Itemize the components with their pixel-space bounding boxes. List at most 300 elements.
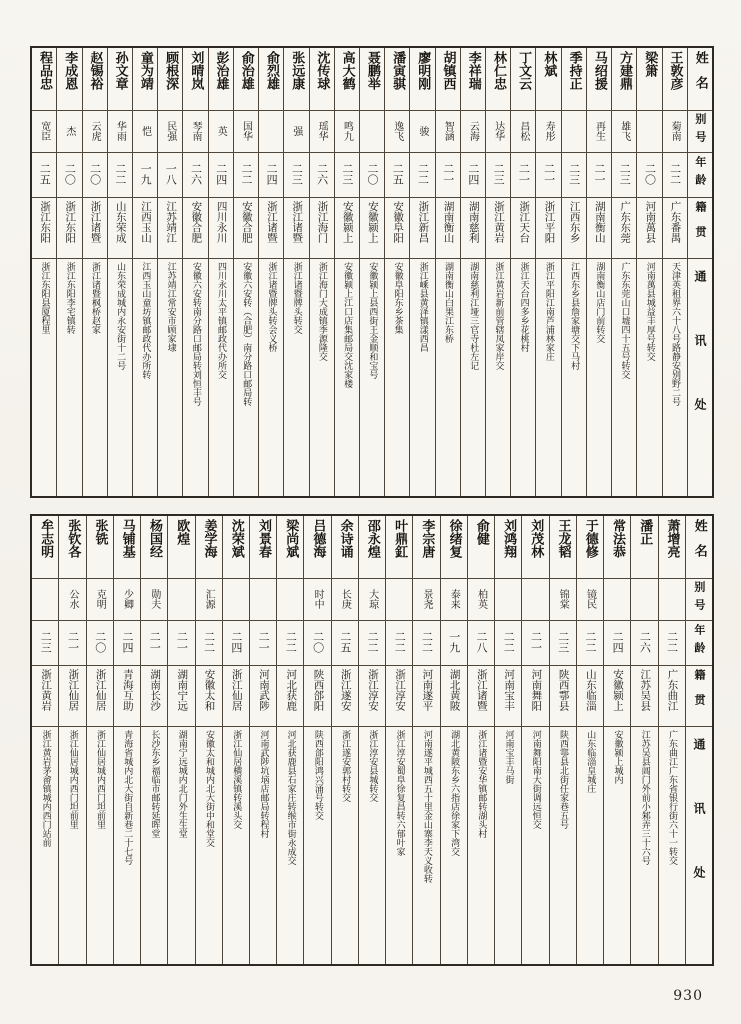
person-address-cell	[183, 258, 207, 496]
person-age-cell-text: 二二	[366, 631, 380, 653]
person-address-cell-text: 山东荣成城内永安街十二号	[115, 262, 126, 370]
person-column	[662, 48, 687, 496]
person-alias-cell-text: 寿彤	[543, 120, 555, 141]
person-age-cell	[141, 620, 167, 665]
person-age-cell	[259, 152, 283, 197]
person-age-cell	[659, 620, 685, 665]
person-address-cell	[32, 726, 58, 964]
column-header-name-text: 姓名	[691, 519, 707, 569]
person-alias-cell-text: 国华	[240, 120, 252, 141]
column-header-age-text: 年龄	[692, 624, 706, 660]
person-native-cell	[612, 197, 636, 258]
person-age-cell-text: 二三	[556, 631, 570, 653]
person-name-cell	[536, 48, 560, 110]
person-native-cell	[486, 197, 510, 258]
person-alias-cell	[386, 578, 412, 620]
person-address-cell-text: 长沙东乡福临市邮转延晖堂	[149, 730, 160, 838]
person-native-cell-text: 浙江诸暨	[475, 669, 488, 711]
person-native-cell	[57, 197, 81, 258]
person-alias-cell-text: 民强	[164, 120, 176, 141]
person-column	[586, 48, 611, 496]
person-alias-cell	[259, 110, 283, 152]
person-name-cell	[59, 516, 85, 578]
person-alias-cell-text: 长庚	[339, 588, 351, 609]
person-native-cell-text: 河南宝丰	[503, 669, 516, 711]
person-name-cell	[441, 516, 467, 578]
person-native-cell	[461, 197, 485, 258]
person-alias-cell	[612, 110, 636, 152]
person-alias-cell	[59, 578, 85, 620]
person-name-cell	[410, 48, 434, 110]
person-address-cell	[158, 258, 182, 496]
person-alias-cell-text: 达华	[492, 120, 504, 141]
person-address-cell-text: 陕西郃阳鸿兴涌号转交	[312, 730, 323, 820]
person-age-cell-text: 二三	[340, 163, 354, 185]
person-alias-cell-text: 泰来	[448, 588, 460, 609]
person-native-cell-text: 湖北黄陂	[448, 669, 461, 711]
person-address-cell-text: 浙江仙居横溪镇转溪头交	[231, 730, 242, 829]
person-name-cell-text: 梁箫	[642, 51, 658, 77]
person-alias-cell-text: 柏英	[475, 588, 487, 609]
person-address-cell	[234, 258, 258, 496]
person-name-cell	[468, 516, 494, 578]
person-name-cell	[57, 48, 81, 110]
person-address-cell	[587, 258, 611, 496]
person-name-cell	[310, 48, 334, 110]
person-column	[258, 48, 283, 496]
person-native-cell-text: 浙江仙居	[94, 669, 107, 711]
person-native-cell	[83, 197, 107, 258]
person-age-cell-text: 二一	[66, 631, 80, 653]
person-name-cell-text: 梁尚斌	[283, 519, 299, 558]
person-name-cell-text: 丁文云	[516, 51, 532, 90]
person-alias-cell-text: 少卿	[121, 588, 133, 609]
person-age-cell-text: 二五	[38, 163, 52, 185]
person-native-cell-text: 江苏靖江	[165, 201, 178, 243]
person-name-cell	[612, 48, 636, 110]
person-alias-cell	[359, 578, 385, 620]
person-alias-cell-text: 恺	[139, 125, 151, 136]
person-native-cell-text: 浙江遂安	[339, 669, 352, 711]
person-address-cell-text: 江西玉山童坊镇邮政代办所转	[140, 262, 151, 379]
person-name-cell	[562, 48, 586, 110]
person-name-cell	[284, 48, 308, 110]
person-address-cell	[410, 258, 434, 496]
person-name-cell	[108, 48, 132, 110]
person-age-cell-text: 二一	[175, 631, 189, 653]
person-column	[611, 48, 636, 496]
person-name-cell-text: 俞健	[473, 519, 489, 545]
person-native-cell	[587, 197, 611, 258]
person-native-cell-text: 广东番禺	[669, 201, 682, 243]
person-name-cell-text: 李成恩	[62, 51, 78, 90]
person-age-cell	[562, 152, 586, 197]
person-native-cell	[663, 197, 687, 258]
person-column	[331, 516, 358, 964]
person-alias-cell-text: 勋夫	[148, 588, 160, 609]
person-native-cell-text: 浙江天台	[518, 201, 531, 243]
person-address-cell-text: 江苏吴县阊门外前小邾弄三十六号	[639, 730, 650, 865]
person-address-cell	[637, 258, 661, 496]
column-header-age	[686, 620, 712, 665]
person-address-cell	[663, 258, 687, 496]
person-native-cell-text: 河南武陟	[258, 669, 270, 711]
person-name-cell	[413, 516, 439, 578]
person-native-cell	[87, 665, 113, 726]
column-header-address	[688, 258, 712, 496]
person-native-cell-text: 浙江诸暨	[89, 201, 102, 243]
person-alias-cell	[223, 578, 249, 620]
person-name-cell-text: 刘茂林	[528, 519, 544, 558]
person-age-cell-text: 二四	[229, 631, 243, 653]
person-name-cell	[87, 516, 113, 578]
person-column	[82, 48, 107, 496]
person-name-cell-text: 方建鼎	[617, 51, 633, 90]
person-address-cell	[359, 726, 385, 964]
person-native-cell	[359, 665, 385, 726]
person-native-cell	[114, 665, 140, 726]
person-address-cell	[385, 258, 409, 496]
person-native-cell	[32, 665, 58, 726]
person-name-cell-text: 邵永煌	[364, 519, 380, 558]
person-alias-cell	[562, 110, 586, 152]
person-native-cell-text: 浙江淳安	[394, 669, 407, 711]
person-age-cell-text: 二六	[638, 631, 652, 653]
person-age-cell	[304, 620, 330, 665]
person-age-cell	[631, 620, 657, 665]
person-name-cell-text: 王敦彦	[667, 51, 683, 90]
person-age-cell	[536, 152, 560, 197]
person-age-cell-text: 二一	[441, 163, 455, 185]
person-name-cell	[277, 516, 303, 578]
person-age-cell	[32, 152, 56, 197]
person-native-cell	[436, 197, 460, 258]
person-alias-cell-text: 华雨	[114, 120, 126, 141]
person-column	[535, 48, 560, 496]
person-age-cell	[441, 620, 467, 665]
person-column	[658, 516, 685, 964]
person-address-cell	[511, 258, 535, 496]
person-column	[157, 48, 182, 496]
person-alias-cell	[158, 110, 182, 152]
person-alias-cell	[468, 578, 494, 620]
person-column	[359, 48, 384, 496]
person-alias-cell	[511, 110, 535, 152]
person-native-cell-text: 安徽颍上	[366, 201, 379, 243]
person-age-cell-text: 二一	[257, 631, 271, 653]
person-address-cell	[577, 726, 603, 964]
person-name-cell	[461, 48, 485, 110]
person-native-cell-text: 陕西郃阳	[312, 669, 325, 711]
person-address-cell-text: 安徽阜阳东乡茶集	[392, 262, 403, 334]
person-address-cell-text: 湖南慈利江垭三官寺杜左记	[468, 262, 479, 370]
person-native-cell	[304, 665, 330, 726]
person-age-cell-text: 一九	[447, 631, 461, 653]
person-alias-cell	[604, 578, 630, 620]
header-column	[687, 48, 712, 496]
person-name-cell-text: 孙文章	[112, 51, 128, 90]
column-header-address-text: 通讯处	[692, 270, 707, 462]
person-alias-cell	[277, 578, 303, 620]
person-column	[249, 516, 276, 964]
person-name-cell-text: 马铺基	[119, 519, 135, 558]
person-name-cell-text: 沈荣斌	[228, 519, 244, 558]
person-address-cell-text: 安徽颍上县西街王金顺和宝号	[367, 262, 378, 379]
person-name-cell	[332, 516, 358, 578]
person-address-cell	[468, 726, 494, 964]
person-age-cell-text: 二四	[214, 163, 228, 185]
person-age-cell	[32, 620, 58, 665]
person-name-cell-text: 赵锡裕	[87, 51, 103, 90]
person-name-cell-text: 潘寅骐	[390, 51, 406, 90]
person-native-cell-text: 浙江海门	[316, 201, 329, 243]
person-alias-cell	[114, 578, 140, 620]
person-name-cell-text: 于德修	[582, 519, 598, 558]
person-address-cell	[441, 726, 467, 964]
person-alias-cell-text: 克明	[94, 588, 106, 609]
person-age-cell	[663, 152, 687, 197]
person-address-cell-text: 陕西鄠县北街任家巷五号	[558, 730, 569, 829]
person-native-cell	[536, 197, 560, 258]
person-alias-cell	[587, 110, 611, 152]
person-native-cell	[141, 665, 167, 726]
person-address-cell	[223, 726, 249, 964]
person-native-cell-text: 浙江平阳	[543, 201, 556, 243]
person-address-cell-text: 河南宝丰马街	[503, 730, 514, 784]
person-native-cell-text: 浙江黄岩	[40, 669, 53, 711]
person-age-cell-text: 二二	[202, 631, 216, 653]
person-name-cell-text: 彭治雄	[213, 51, 229, 90]
person-name-cell-text: 胡镇西	[440, 51, 456, 90]
person-name-cell	[32, 48, 56, 110]
person-address-cell-text: 安徽颍上城内	[612, 730, 623, 784]
person-address-cell-text: 浙江遂安郭村转交	[340, 730, 351, 802]
person-age-cell	[413, 620, 439, 665]
person-address-cell	[304, 726, 330, 964]
person-name-cell-text: 潘正	[637, 519, 653, 545]
person-address-cell-text: 浙江诸暨枫桥赵家	[89, 262, 100, 334]
person-alias-cell	[332, 578, 358, 620]
person-name-cell	[335, 48, 359, 110]
person-name-cell	[663, 48, 687, 110]
person-age-cell-text: 二三	[39, 631, 53, 653]
person-age-cell	[114, 620, 140, 665]
person-age-cell	[359, 620, 385, 665]
person-alias-cell	[32, 110, 56, 152]
person-name-cell-text: 牟志明	[38, 519, 54, 558]
person-alias-cell	[32, 578, 58, 620]
person-native-cell	[631, 665, 657, 726]
person-address-cell	[168, 726, 194, 964]
person-age-cell-text: 二一	[593, 163, 607, 185]
person-age-cell	[612, 152, 636, 197]
person-native-cell-text: 安徽颍上	[341, 201, 354, 243]
person-column	[32, 516, 58, 964]
person-address-cell	[57, 258, 81, 496]
person-name-cell	[250, 516, 276, 578]
person-native-cell-text: 浙江诸暨	[291, 201, 304, 243]
person-address-cell	[604, 726, 630, 964]
person-address-cell	[536, 258, 560, 496]
person-native-cell	[637, 197, 661, 258]
person-alias-cell-text: 云虎	[89, 120, 101, 141]
person-age-cell	[587, 152, 611, 197]
person-age-cell-text: 二四	[466, 163, 480, 185]
person-alias-cell-text: 英	[215, 125, 227, 136]
person-name-cell	[360, 48, 384, 110]
person-age-cell	[335, 152, 359, 197]
person-native-cell-text: 浙江淳安	[366, 669, 379, 711]
column-header-alias-text: 别号	[692, 580, 706, 617]
person-address-cell-text: 浙江仙居城内西门坦前里	[95, 730, 106, 829]
person-alias-cell	[536, 110, 560, 152]
person-alias-cell	[57, 110, 81, 152]
person-alias-cell-text: 智涵	[442, 120, 454, 141]
person-name-cell	[158, 48, 182, 110]
person-age-cell-text: 一八	[164, 163, 178, 185]
person-native-cell	[108, 197, 132, 258]
person-address-cell-text: 浙江淳安蜀阜徐复昌转六郁叶家	[394, 730, 405, 856]
person-alias-cell	[284, 110, 308, 152]
person-address-cell	[108, 258, 132, 496]
person-alias-cell	[413, 578, 439, 620]
person-address-cell	[133, 258, 157, 496]
person-alias-cell-text: 杰	[63, 125, 75, 136]
person-column	[182, 48, 207, 496]
person-name-cell	[83, 48, 107, 110]
person-native-cell	[413, 665, 439, 726]
person-alias-cell	[310, 110, 334, 152]
person-name-cell	[385, 48, 409, 110]
person-native-cell	[284, 197, 308, 258]
column-header-name	[686, 516, 712, 578]
person-age-cell-text: 二二	[502, 631, 516, 653]
person-age-cell	[168, 620, 194, 665]
person-name-cell-text: 廖明刚	[415, 51, 431, 90]
person-age-cell-text: 二〇	[311, 631, 325, 653]
person-column	[283, 48, 308, 496]
person-age-cell	[486, 152, 510, 197]
person-address-cell-text: 四川永川太平镇邮政代办所交	[216, 262, 227, 379]
person-age-cell-text: 二八	[475, 631, 488, 653]
person-column	[58, 516, 85, 964]
person-native-cell-text: 浙江诸暨	[266, 201, 279, 243]
person-name-cell-text: 李祥瑞	[465, 51, 481, 90]
person-column	[358, 516, 385, 964]
person-address-cell-text: 湖北黄陂东乡六指店徐家下湾交	[449, 730, 460, 856]
person-name-cell	[259, 48, 283, 110]
person-age-cell	[133, 152, 157, 197]
person-alias-cell	[108, 110, 132, 152]
person-alias-cell	[335, 110, 359, 152]
person-name-cell-text: 王龙韬	[555, 519, 571, 558]
person-alias-cell-text: 锦棠	[557, 588, 569, 609]
person-alias-cell	[631, 578, 657, 620]
person-address-cell-text: 浙江仙居城内西门坦前里	[67, 730, 78, 829]
person-alias-cell	[637, 110, 661, 152]
person-name-cell-text: 欧煌	[174, 519, 190, 545]
person-native-cell-text: 河南舞阳	[530, 669, 543, 711]
person-address-cell-text: 浙江诸暨牌头转会义桥	[266, 262, 277, 352]
person-name-cell-text: 刘晴岚	[188, 51, 204, 90]
person-name-cell-text: 俞烈雄	[263, 51, 279, 90]
person-address-cell-text: 浙江嵊县黄泽镇漾西昌	[417, 262, 428, 352]
column-header-address-text: 通讯处	[691, 738, 706, 930]
person-address-cell	[413, 726, 439, 964]
person-native-cell	[550, 665, 576, 726]
person-name-cell	[486, 48, 510, 110]
person-alias-cell-text: 镜民	[584, 588, 596, 609]
person-alias-cell	[410, 110, 434, 152]
person-alias-cell	[168, 578, 194, 620]
person-address-cell	[436, 258, 460, 496]
person-column	[167, 516, 194, 964]
person-name-cell-text: 张铣	[92, 519, 108, 545]
person-column	[140, 516, 167, 964]
person-age-cell-text: 二二	[393, 631, 407, 653]
person-native-cell	[522, 665, 548, 726]
person-native-cell-text: 青海互助	[121, 669, 134, 711]
person-age-cell-text: 一九	[139, 163, 153, 185]
person-address-cell	[196, 726, 222, 964]
person-age-cell-text: 二二	[420, 631, 434, 653]
person-age-cell-text: 二四	[611, 631, 625, 653]
person-name-cell	[386, 516, 412, 578]
person-column	[86, 516, 113, 964]
person-native-cell	[360, 197, 384, 258]
person-age-cell-text: 二三	[567, 163, 581, 185]
person-alias-cell-text: 菊南	[669, 120, 681, 141]
person-alias-cell	[360, 110, 384, 152]
person-alias-cell-text: 强	[290, 125, 302, 136]
person-native-cell-text: 广东东莞	[619, 201, 632, 243]
person-name-cell-text: 吕德海	[310, 519, 326, 558]
person-age-cell-text: 二六	[315, 163, 329, 185]
person-age-cell-text: 二三	[290, 163, 304, 185]
person-name-cell-text: 林斌	[541, 51, 557, 77]
person-address-cell-text: 江西东乡县詹家塘交下马村	[569, 262, 580, 370]
person-alias-cell	[486, 110, 510, 152]
person-native-cell-text: 江西玉山	[139, 201, 152, 243]
column-header-age-text: 年龄	[693, 156, 707, 192]
person-address-cell	[631, 726, 657, 964]
person-age-cell-text: 二六	[189, 163, 203, 185]
person-address-cell-text: 河南武陟坑垴店邮局转程村	[258, 730, 269, 838]
person-address-cell-text: 浙江天台四多乡花桃村	[518, 262, 529, 352]
person-native-cell	[223, 665, 249, 726]
person-column	[561, 48, 586, 496]
person-alias-cell-text: 再生	[593, 120, 605, 141]
person-native-cell	[168, 665, 194, 726]
person-name-cell-text: 杨国经	[147, 519, 163, 558]
person-alias-cell	[461, 110, 485, 152]
person-age-cell-text: 二五	[391, 163, 405, 185]
person-native-cell	[234, 197, 258, 258]
person-alias-cell	[385, 110, 409, 152]
person-address-cell	[335, 258, 359, 496]
person-address-cell-text: 安徽六安转（合肥）南分路口邮局转	[241, 262, 252, 406]
person-native-cell-text: 河南遂平	[421, 669, 434, 711]
person-address-cell-text: 浙江诸暨牌头转交	[291, 262, 302, 334]
person-name-cell	[359, 516, 385, 578]
person-column	[233, 48, 258, 496]
person-name-cell	[511, 48, 535, 110]
person-native-cell	[133, 197, 157, 258]
person-address-cell-text: 青海省城内北大街自新巷二十七号	[122, 730, 133, 865]
person-alias-cell	[196, 578, 222, 620]
person-age-cell-text: 二二	[113, 163, 127, 185]
person-name-cell-text: 聂鹏举	[364, 51, 380, 90]
